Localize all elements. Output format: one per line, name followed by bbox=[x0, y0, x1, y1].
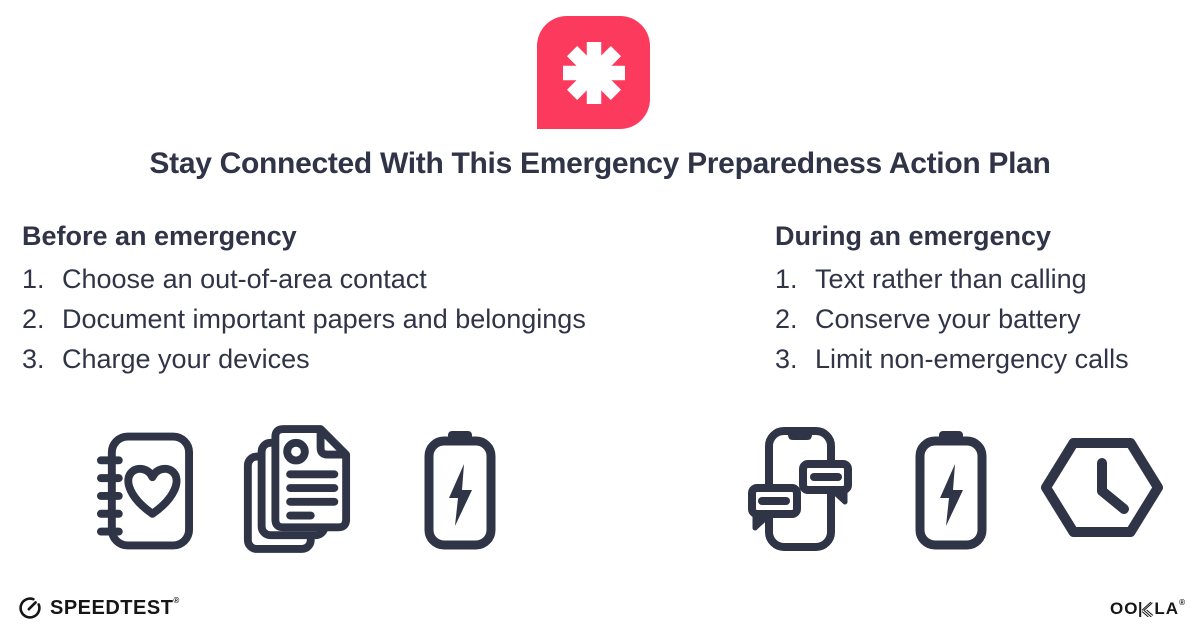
medical-asterisk-icon bbox=[563, 42, 625, 104]
charged-battery-icon bbox=[422, 428, 498, 550]
during-emergency-section bbox=[775, 219, 1195, 379]
speedtest-wordmark: SPEEDTEST® bbox=[50, 595, 180, 619]
phone-messages-icon bbox=[748, 426, 852, 552]
ookla-wordmark-left: OO bbox=[1109, 599, 1139, 618]
documents-stack-icon bbox=[240, 420, 353, 558]
speedtest-logo bbox=[18, 596, 180, 620]
list-text: Charge your devices bbox=[62, 344, 310, 374]
ookla-wordmark-right: LA® bbox=[1154, 598, 1186, 618]
list-item bbox=[22, 259, 722, 299]
list-number: 3. bbox=[22, 344, 45, 374]
contact-book-icon bbox=[96, 430, 195, 552]
emergency-badge bbox=[537, 16, 650, 129]
trademark-symbol: ® bbox=[173, 595, 180, 605]
before-emergency-section bbox=[22, 219, 722, 379]
during-heading: During an emergency bbox=[775, 221, 1052, 251]
list-text: Document important papers and belongings bbox=[62, 304, 586, 334]
list-item bbox=[775, 259, 1195, 299]
list-number: 1. bbox=[22, 264, 45, 294]
ookla-logo bbox=[1110, 599, 1186, 619]
list-number: 1. bbox=[775, 264, 798, 294]
list-text: Choose an out-of-area contact bbox=[62, 264, 427, 294]
list-number: 2. bbox=[775, 304, 798, 334]
list-item bbox=[22, 339, 722, 379]
list-text: Conserve your battery bbox=[815, 304, 1081, 334]
page-title: Stay Connected With This Emergency Preparedness Action Plan bbox=[149, 147, 1051, 180]
list-item bbox=[775, 299, 1195, 339]
ookla-k-icon bbox=[1139, 602, 1153, 617]
list-number: 3. bbox=[775, 344, 798, 374]
charged-battery-icon bbox=[913, 428, 989, 550]
hexagon-clock-icon bbox=[1040, 432, 1164, 543]
list-text: Limit non-emergency calls bbox=[815, 344, 1129, 374]
list-item bbox=[775, 339, 1195, 379]
list-item bbox=[22, 299, 722, 339]
trademark-symbol: ® bbox=[1179, 598, 1186, 607]
before-heading: Before an emergency bbox=[22, 221, 297, 251]
list-text: Text rather than calling bbox=[815, 264, 1087, 294]
speedtest-gauge-icon bbox=[18, 596, 42, 620]
list-number: 2. bbox=[22, 304, 45, 334]
